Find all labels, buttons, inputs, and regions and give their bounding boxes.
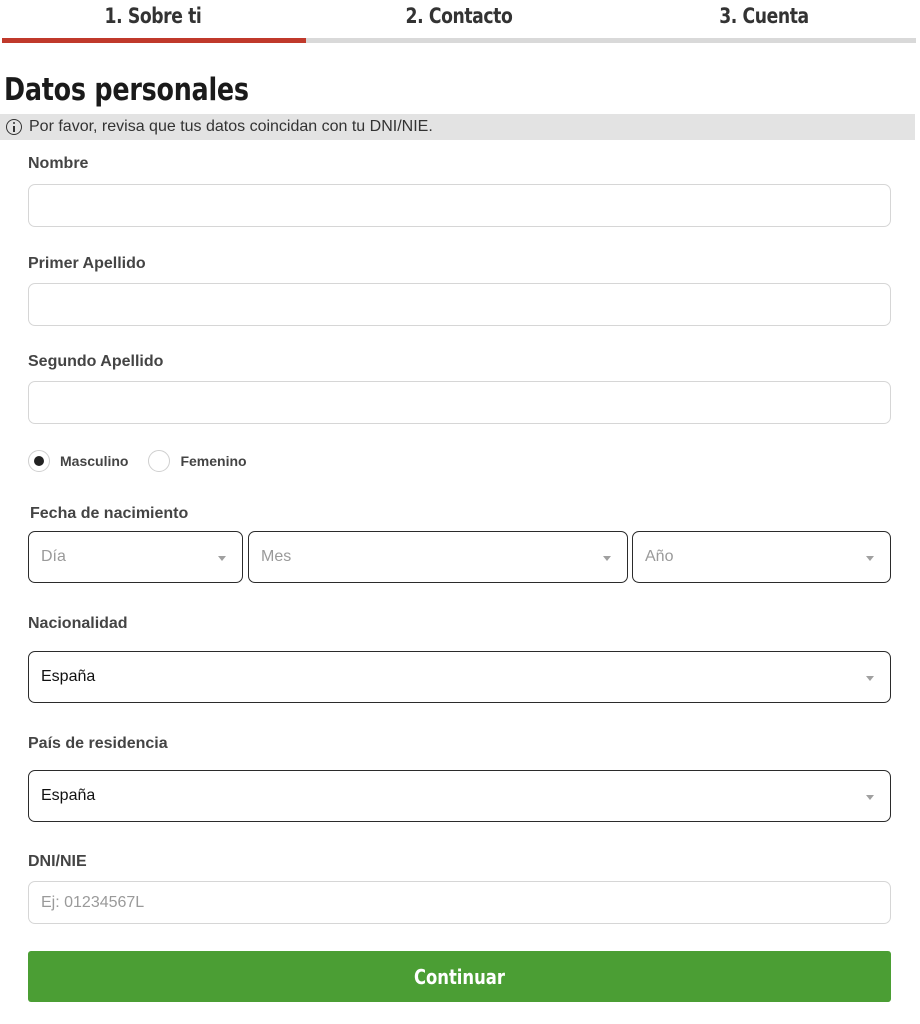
- step-progress-bar: [612, 38, 916, 43]
- radio-label: Masculino: [60, 453, 129, 469]
- step-cuenta[interactable]: [612, 0, 916, 46]
- page-title: Datos personales: [4, 72, 249, 108]
- birth-month-select[interactable]: [248, 531, 628, 583]
- radio-button[interactable]: [148, 450, 170, 472]
- nombre-input[interactable]: [28, 184, 891, 227]
- caret-down-icon: [218, 556, 226, 561]
- segundo-apellido-label: Segundo Apellido: [28, 353, 164, 370]
- step-progress-bar: [306, 38, 612, 43]
- radio-label: Femenino: [180, 453, 247, 469]
- birth-year-select[interactable]: [632, 531, 891, 583]
- step-label: 3. Cuenta: [719, 4, 809, 28]
- step-label: 2. Contacto: [405, 4, 513, 28]
- nacionalidad-label: Nacionalidad: [28, 615, 128, 632]
- birthdate-label: Fecha de nacimiento: [30, 505, 189, 522]
- radio-button[interactable]: [28, 450, 50, 472]
- info-icon: [6, 119, 22, 135]
- caret-down-icon: [866, 676, 874, 681]
- step-sobre-ti[interactable]: [0, 0, 306, 46]
- select-value: Día: [41, 548, 66, 565]
- residencia-label: País de residencia: [28, 735, 168, 752]
- select-value: Mes: [261, 548, 292, 565]
- caret-down-icon: [866, 795, 874, 800]
- gender-option-femenino[interactable]: [148, 450, 246, 472]
- select-value: España: [41, 668, 96, 685]
- select-value: España: [41, 787, 96, 804]
- nombre-label: Nombre: [28, 155, 89, 172]
- dni-input[interactable]: [28, 881, 891, 924]
- caret-down-icon: [866, 556, 874, 561]
- continue-button[interactable]: [28, 951, 891, 1002]
- birth-day-select[interactable]: [28, 531, 243, 583]
- notice-banner: [0, 114, 915, 140]
- primer-apellido-label: Primer Apellido: [28, 255, 146, 272]
- dni-label: DNI/NIE: [28, 853, 87, 870]
- primer-apellido-input[interactable]: [28, 283, 891, 326]
- continue-button-label: Continuar: [414, 964, 505, 989]
- caret-down-icon: [603, 556, 611, 561]
- segundo-apellido-input[interactable]: [28, 381, 891, 424]
- step-label: 1. Sobre ti: [104, 4, 202, 28]
- notice-text: Por favor, revisa que tus datos coincidan con tu DNI/NIE.: [29, 118, 433, 135]
- gender-option-masculino[interactable]: [28, 450, 128, 472]
- residencia-select[interactable]: [28, 770, 891, 822]
- nacionalidad-select[interactable]: [28, 651, 891, 703]
- step-progress-bar: [2, 38, 306, 43]
- gender-radio-group: [28, 450, 267, 472]
- step-progress: [0, 0, 920, 46]
- step-contacto[interactable]: [306, 0, 612, 46]
- select-value: Año: [645, 548, 674, 565]
